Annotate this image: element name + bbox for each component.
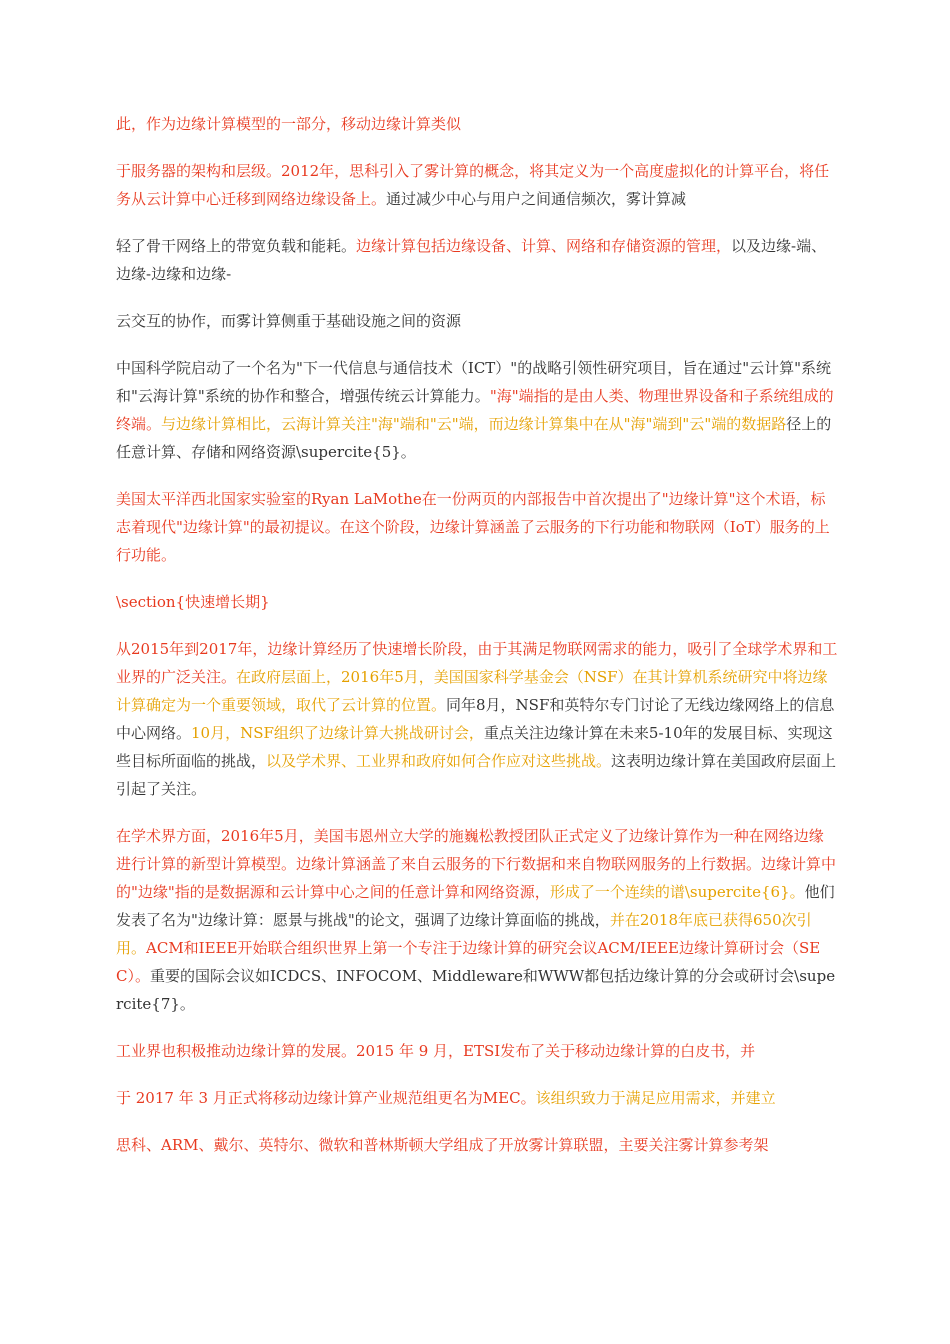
text-run: \section{快速增长期}: [116, 593, 270, 611]
text-run: 他们发表了名为"边缘计算：愿景与挑战"的论文，强调了边缘计算面临的挑战，: [116, 883, 835, 929]
text-run: 于 2017 年 3 月正式将移动边缘计算产业规范组更名为MEC。: [116, 1089, 536, 1107]
paragraph-10: [116, 1037, 838, 1065]
text-run: 同年8月，NSF和英特尔专门讨论了无线边缘网络上的信息中心网络。: [116, 696, 835, 742]
paragraph-11: [116, 1084, 838, 1112]
text-run: 于服务器的架构和层级。2012年，思科引入了雾计算的概念，将其定义为一个高度虚拟化的计算平台，将任务从云计算中心迁移到网络边缘设备上。: [116, 162, 830, 208]
text-run: 以及边缘-端、边缘-边缘和边缘-: [116, 237, 827, 283]
text-run: 通过减少中心与用户之间通信频次，雾计算减: [386, 190, 687, 208]
paragraph-3: [116, 232, 838, 288]
paragraph-2: [116, 157, 838, 213]
text-run: 中国科学院启动了一个名为"下一代信息与通信技术（ICT）"的战略引领性研究项目，旨在通过"云计算"系统和"云海计算"系统的协作和整合，增强传统云计算能力。: [116, 359, 832, 405]
text-run: 在学术界方面，2016年5月，美国韦恩州立大学的施巍松教授团队正式定义了边缘计算作为一种在网络边缘进行计算的新型计算模型。边缘计算涵盖了来自云服务的下行数据和来自物联网服务的上行数据。边缘计算中的"边缘"指的是数据源和云计算中心之间的任意计算和网络资源，: [116, 827, 837, 901]
text-run: 并在2018年底已获得650次引用。: [116, 911, 812, 957]
paragraph-9: [116, 822, 838, 1018]
text-run: 在政府层面上，2016年5月，美国国家科学基金会（NSF）在其计算机系统研究中将边缘计算确定为一个重要领域，取代了云计算的位置。: [116, 668, 828, 714]
text-run: 美国太平洋西北国家实验室的Ryan LaMothe在一份两页的内部报告中首次提出了"边缘计算"这个术语，标志着现代"边缘计算"的最初提议。在这个阶段，边缘计算涵盖了云服务的下行功能和物联网（IoT）服务的上行功能。: [116, 490, 830, 564]
paragraph-12: [116, 1131, 838, 1159]
paragraph-1: [116, 110, 838, 138]
text-run: 以及学术界、工业界和政府如何合作应对这些挑战。: [266, 752, 612, 770]
text-run: 该组织致力于满足应用需求，并建立: [535, 1089, 776, 1107]
text-run: 工业界也积极推动边缘计算的发展。2015 年 9 月，ETSI发布了关于移动边缘计算的白皮书，并: [116, 1042, 756, 1060]
document-page: [116, 110, 838, 1178]
text-run: 轻了骨干网络上的带宽负载和能耗。: [116, 237, 357, 255]
text-run: 从2015年到2017年，边缘计算经历了快速增长阶段，由于其满足物联网需求的能力，吸引了全球学术界和工业界的广泛关注。: [116, 640, 838, 686]
text-run: 10月，NSF组织了边缘计算大挑战研讨会，: [191, 724, 484, 742]
text-run: 重点关注边缘计算在未来5-10年的发展目标、实现这些目标所面临的挑战，: [116, 724, 833, 770]
text-run: ACM和IEEE开始联合组织世界上第一个专注于边缘计算的研究会议ACM/IEEE边缘计算研讨会（SEC）。: [116, 939, 821, 985]
text-run: 形成了一个连续的谱\supercite{6}。: [549, 883, 805, 901]
text-run: "海"端指的是由人类、物理世界设备和子系统组成的终端。: [116, 387, 834, 433]
text-run: 此，作为边缘计算模型的一部分，移动边缘计算类似: [116, 115, 462, 133]
paragraph-5: [116, 354, 838, 466]
text-run: 这表明边缘计算在美国政府层面上引起了关注。: [116, 752, 837, 798]
text-run: 边缘计算包括边缘设备、计算、网络和存储资源的管理，: [356, 237, 732, 255]
paragraph-4: [116, 307, 838, 335]
text-run: 径上的任意计算、存储和网络资源\supercite{5}。: [116, 415, 832, 461]
text-run: 云交互的协作，而雾计算侧重于基础设施之间的资源: [116, 312, 462, 330]
paragraph-8: [116, 635, 838, 803]
paragraph-6: [116, 485, 838, 569]
text-run: 思科、ARM、戴尔、英特尔、微软和普林斯顿大学组成了开放雾计算联盟，主要关注雾计算参考架: [116, 1136, 769, 1154]
section-heading: [116, 588, 838, 616]
text-run: 重要的国际会议如ICDCS、INFOCOM、Middleware和WWW都包括边缘计算的分会或研讨会\supercite{7}。: [116, 967, 836, 1013]
text-run: 与边缘计算相比，云海计算关注"海"端和"云"端，而边缘计算集中在从"海"端到"云"端的数据路: [161, 415, 787, 433]
